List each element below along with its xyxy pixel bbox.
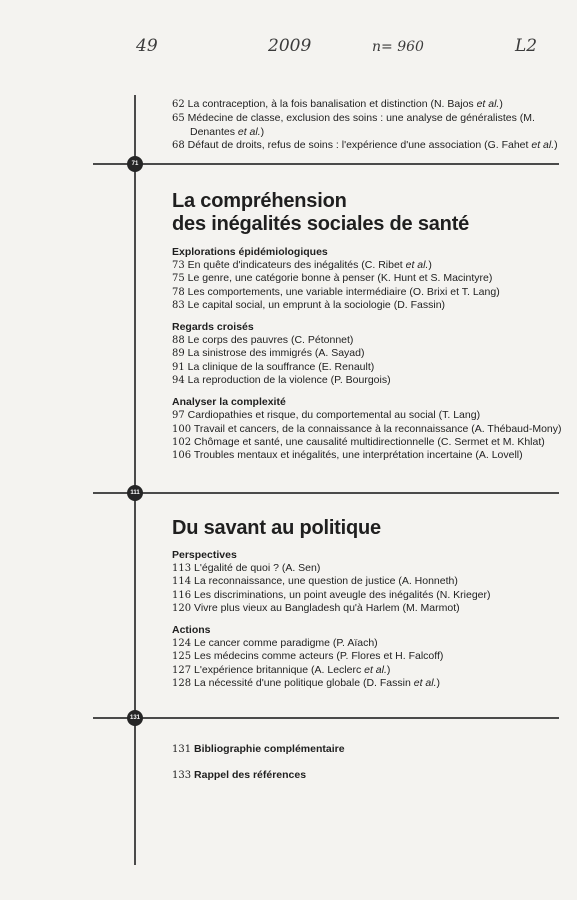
- timeline-rail: [134, 95, 136, 865]
- toc-entry[interactable]: 75 Le genre, une catégorie bonne à penser (K. Hunt et S. Macintyre): [172, 272, 493, 285]
- group-explorations: [172, 246, 562, 312]
- previous-section-entries: [172, 98, 562, 152]
- toc-entry[interactable]: 114 La reconnaissance, une question de justice (A. Honneth): [172, 575, 458, 588]
- toc-entry-bibliography[interactable]: 131 Bibliographie complémentaire: [172, 743, 345, 755]
- toc-entry[interactable]: 97 Cardiopathies et risque, du comportemental au social (T. Lang): [172, 409, 481, 422]
- group-heading: Perspectives: [172, 549, 237, 561]
- toc-entry[interactable]: 65 Médecine de classe, exclusion des soins : une analyse de généralistes (M. Denantes et al.): [172, 112, 535, 138]
- toc-entry[interactable]: 100 Travail et cancers, de la connaissance à la reconnaissance (A. Thébaud-Mony): [172, 422, 562, 435]
- group-heading: Analyser la complexité: [172, 396, 286, 409]
- toc-entry[interactable]: 68 Défaut de droits, refus de soins : l'expérience d'une association (G. Fahet et al.): [172, 138, 558, 151]
- page-marker-131: 131: [127, 710, 143, 726]
- handwritten-count: n= 960: [372, 39, 424, 55]
- group-heading: Actions: [172, 624, 211, 637]
- section-title: Du savant au politique: [172, 517, 381, 539]
- handwritten-number: 49: [136, 36, 158, 56]
- page-marker-111: 111: [127, 485, 143, 501]
- handwritten-year: 2009: [268, 36, 312, 56]
- section-title: des inégalités sociales de santé: [172, 213, 470, 235]
- toc-entry[interactable]: 113 L'égalité de quoi ? (A. Sen): [172, 562, 321, 574]
- toc-entry[interactable]: 62 La contraception, à la fois banalisation et distinction (N. Bajos et al.): [172, 98, 503, 110]
- handwritten-code: L2: [515, 36, 538, 56]
- toc-entry-references[interactable]: 133 Rappel des références: [172, 769, 307, 782]
- toc-entry[interactable]: 83 Le capital social, un emprunt à la sociologie (D. Fassin): [172, 298, 446, 311]
- section-inegalites: [172, 190, 562, 463]
- group-regards: [172, 321, 562, 387]
- toc-entry[interactable]: 78 Les comportements, une variable intermédiaire (O. Brixi et T. Lang): [172, 285, 500, 298]
- section-savant-politique: [172, 517, 562, 690]
- section-divider-2: [93, 492, 559, 494]
- toc-entry[interactable]: 116 Les discriminations, un point aveugle des inégalités (N. Krieger): [172, 588, 491, 601]
- toc-entry[interactable]: 94 La reproduction de la violence (P. Bourgois): [172, 374, 391, 387]
- toc-entry[interactable]: 127 L'expérience britannique (A. Leclerc et al.): [172, 663, 391, 676]
- group-complexite: [172, 396, 562, 462]
- toc-entry[interactable]: 106 Troubles mentaux et inégalités, une interprétation incertaine (A. Lovell): [172, 449, 523, 462]
- toc-entry[interactable]: 125 Les médecins comme acteurs (P. Flores et H. Falcoff): [172, 650, 444, 663]
- toc-entry[interactable]: 120 Vivre plus vieux au Bangladesh qu'à Harlem (M. Marmot): [172, 601, 460, 614]
- toc-entry[interactable]: 73 En quête d'indicateurs des inégalités (C. Ribet et al.): [172, 259, 432, 271]
- page-marker-71: 71: [127, 156, 143, 172]
- group-actions: [172, 624, 562, 690]
- group-heading: Regards croisés: [172, 321, 254, 334]
- appendix-entries: [172, 743, 562, 783]
- toc-entry[interactable]: 91 La clinique de la souffrance (E. Renault): [172, 360, 375, 373]
- toc-entry[interactable]: 102 Chômage et santé, une causalité multidirectionnelle (C. Sermet et M. Khlat): [172, 435, 545, 448]
- section-title: La compréhension: [172, 190, 347, 212]
- group-perspectives: [172, 549, 562, 615]
- section-divider-3: [93, 717, 559, 719]
- group-heading: Explorations épidémiologiques: [172, 246, 328, 258]
- section-divider-1: [93, 163, 559, 165]
- toc-entry[interactable]: 89 La sinistrose des immigrés (A. Sayad): [172, 347, 365, 360]
- toc-entry[interactable]: 124 Le cancer comme paradigme (P. Aïach): [172, 637, 378, 650]
- toc-entry[interactable]: 88 Le corps des pauvres (C. Pétonnet): [172, 334, 354, 347]
- toc-entry[interactable]: 128 La nécessité d'une politique globale (D. Fassin et al.): [172, 677, 441, 690]
